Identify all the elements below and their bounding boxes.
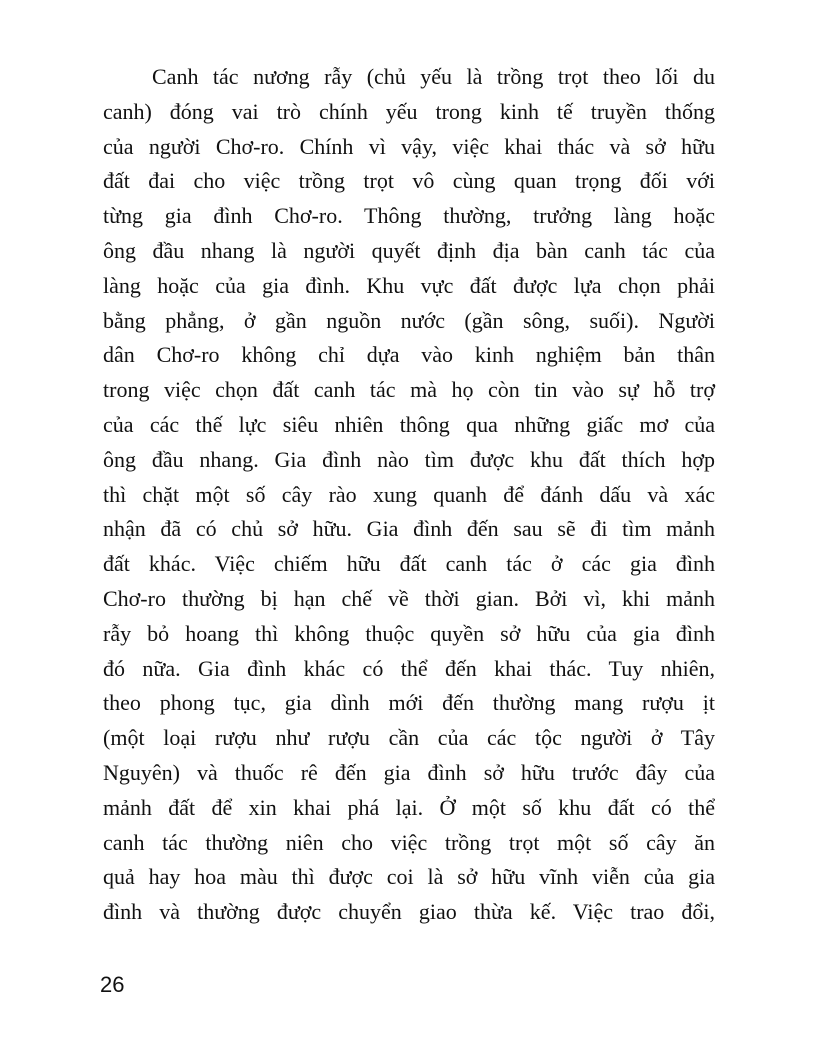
text-line: đình và thường được chuyển giao thừa kế. Việc trao đổi, <box>103 899 715 925</box>
text-line: nhận đã có chủ sở hữu. Gia đình đến sau sẽ đi tìm mảnh <box>103 516 715 542</box>
text-line: theo phong tục, gia dình mới đến thường mang rượu ịt <box>103 690 715 716</box>
text-line: quả hay hoa màu thì được coi là sở hữu vĩnh viễn của gia <box>103 864 715 890</box>
text-line: dân Chơ-ro không chỉ dựa vào kinh nghiệm bản thân <box>103 342 715 368</box>
text-line: Chơ-ro thường bị hạn chế về thời gian. Bởi vì, khi mảnh <box>103 585 715 611</box>
text-line: Nguyên) và thuốc rê đến gia đình sở hữu trước đây của <box>103 759 715 785</box>
text-line: ông đầu nhang là người quyết định địa bàn canh tác của <box>103 237 715 263</box>
body-paragraph <box>103 60 715 930</box>
text-line: trong việc chọn đất canh tác mà họ còn tin vào sự hỗ trợ <box>103 377 715 403</box>
text-line: của các thế lực siêu nhiên thông qua những giấc mơ của <box>103 411 715 437</box>
text-line: canh tác thường niên cho việc trồng trọt một số cây ăn <box>103 829 715 855</box>
text-line: từng gia đình Chơ-ro. Thông thường, trưởng làng hoặc <box>103 203 715 229</box>
text-line: mảnh đất để xin khai phá lại. Ở một số khu đất có thể <box>103 794 715 820</box>
text-line: đất khác. Việc chiếm hữu đất canh tác ở các gia đình <box>103 551 715 577</box>
text-line: rẫy bỏ hoang thì không thuộc quyền sở hữu của gia đình <box>103 620 715 646</box>
text-line: đất đai cho việc trồng trọt vô cùng quan trọng đối với <box>103 168 715 194</box>
text-line: của người Chơ-ro. Chính vì vậy, việc khai thác và sở hữu <box>103 133 715 159</box>
text-line: thì chặt một số cây rào xung quanh để đánh dấu và xác <box>103 481 715 507</box>
text-line: ông đầu nhang. Gia đình nào tìm được khu đất thích hợp <box>103 446 715 472</box>
page-number: 26 <box>100 972 125 997</box>
text-line: làng hoặc của gia đình. Khu vực đất được lựa chọn phải <box>103 272 715 298</box>
text-line: (một loại rượu như rượu cần của các tộc người ở Tây <box>103 725 715 751</box>
text-line: Canh tác nương rẫy (chủ yếu là trồng trọt theo lối du <box>152 64 715 89</box>
text-line: bằng phẳng, ở gần nguồn nước (gần sông, suối). Người <box>103 307 715 333</box>
text-line: canh) đóng vai trò chính yếu trong kinh tế truyền thống <box>103 98 715 124</box>
text-line: đó nữa. Gia đình khác có thể đến khai thác. Tuy nhiên, <box>103 655 715 681</box>
